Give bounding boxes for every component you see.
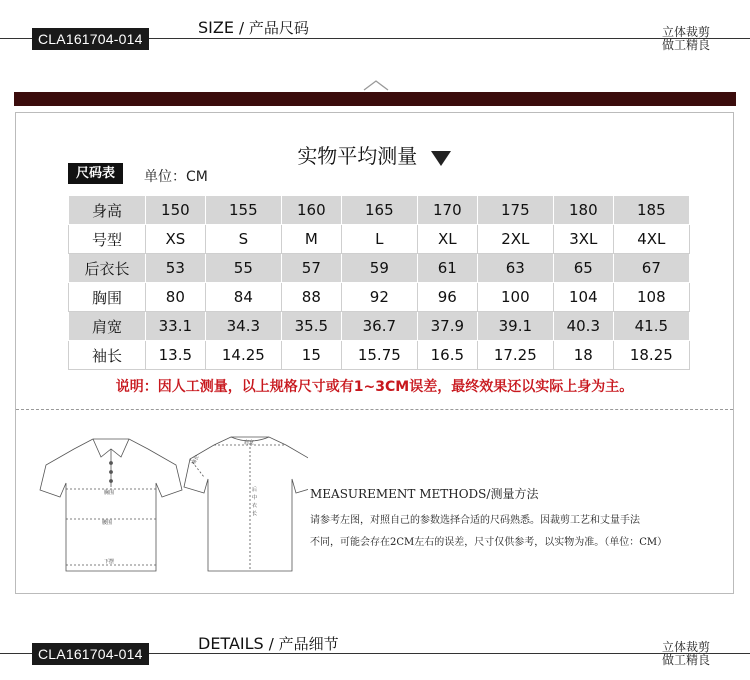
table-cell: M (281, 225, 341, 254)
table-row (69, 225, 690, 254)
table-cell: 40.3 (553, 312, 613, 341)
caret-up-icon (362, 78, 390, 92)
table-cell: 175 (477, 196, 553, 225)
header-title-en: SIZE (198, 18, 234, 37)
footer-product-code: CLA161704-014 (32, 643, 149, 665)
table-cell: 185 (613, 196, 689, 225)
table-cell: 165 (341, 196, 417, 225)
table-cell: 53 (146, 254, 206, 283)
size-panel (15, 112, 734, 594)
table-cell: 160 (281, 196, 341, 225)
table-row-header: 后衣长 (69, 254, 146, 283)
table-cell: 17.25 (477, 341, 553, 370)
label-waist: 腰围 (102, 520, 113, 526)
measurement-title: MEASUREMENT METHODS/测量方法 (310, 487, 539, 501)
footer-title-en: DETAILS (198, 634, 264, 653)
front-shirt-drawing (40, 439, 182, 571)
table-cell: 180 (553, 196, 613, 225)
table-row-header: 肩宽 (69, 312, 146, 341)
shirt-measurement-illustration (38, 435, 308, 575)
label-shoulder: 肩宽 (244, 440, 255, 446)
size-chart-tag: 尺码表 (68, 163, 123, 184)
header-tagline-line2: 做工精良 (661, 38, 710, 52)
table-cell: 155 (205, 196, 281, 225)
table-cell: 92 (341, 283, 417, 312)
table-cell: XS (146, 225, 206, 254)
table-cell: 59 (341, 254, 417, 283)
table-cell: 36.7 (341, 312, 417, 341)
table-row-header: 袖长 (69, 341, 146, 370)
footer-section-title (198, 633, 339, 654)
back-shirt-drawing (184, 437, 308, 571)
panel-title (16, 140, 733, 169)
footer-tagline-line1: 立体裁剪 (661, 640, 710, 654)
table-cell: S (205, 225, 281, 254)
header-section-title (198, 17, 309, 38)
table-row-header: 身高 (69, 196, 146, 225)
table-cell: 13.5 (146, 341, 206, 370)
table-cell: 18.25 (613, 341, 689, 370)
triangle-down-icon (430, 149, 452, 167)
table-cell: 65 (553, 254, 613, 283)
dashed-divider (16, 409, 733, 410)
table-cell: 100 (477, 283, 553, 312)
table-cell: 61 (417, 254, 477, 283)
table-cell: 170 (417, 196, 477, 225)
panel-title-text: 实物平均测量 (297, 144, 418, 168)
label-back-length-4: 长 (252, 511, 258, 517)
measurement-note: 说明：因人工测量，以上规格尺寸或有1~3CM误差，最终效果还以实际上身为主。 (115, 379, 634, 395)
table-cell: 80 (146, 283, 206, 312)
label-back-length-2: 中 (252, 495, 258, 501)
label-back-length-1: 后 (252, 487, 258, 493)
table-cell: 14.25 (205, 341, 281, 370)
table-cell: L (341, 225, 417, 254)
table-cell: 55 (205, 254, 281, 283)
table-row (69, 341, 690, 370)
table-cell: 150 (146, 196, 206, 225)
label-chest: 胸围 (104, 490, 115, 496)
table-cell: 15.75 (341, 341, 417, 370)
table-cell: 4XL (613, 225, 689, 254)
label-hem: 下摆 (104, 559, 115, 565)
table-cell: 84 (205, 283, 281, 312)
footer-title-cn: / 产品细节 (268, 635, 339, 653)
table-cell: 33.1 (146, 312, 206, 341)
header-tagline (640, 26, 710, 52)
label-sleeve: 袖长 (190, 454, 201, 466)
table-cell: 104 (553, 283, 613, 312)
header-title-cn: / 产品尺码 (239, 19, 309, 37)
table-row-header: 胸围 (69, 283, 146, 312)
table-cell: 57 (281, 254, 341, 283)
table-cell: 16.5 (417, 341, 477, 370)
table-cell: 41.5 (613, 312, 689, 341)
header-tagline-line1: 立体裁剪 (661, 25, 710, 39)
section-divider-bar (14, 92, 736, 106)
table-cell: XL (417, 225, 477, 254)
measurement-line-1: 请参考左图，对照自己的参数选择合适的尺码熟悉。因裁剪工艺和丈量手法 (310, 515, 640, 526)
table-row-header: 号型 (69, 225, 146, 254)
table-cell: 88 (281, 283, 341, 312)
table-cell: 34.3 (205, 312, 281, 341)
table-cell: 35.5 (281, 312, 341, 341)
unit-label: 单位：CM (144, 169, 208, 185)
size-table (68, 195, 690, 370)
label-back-length-3: 衣 (252, 503, 258, 509)
table-cell: 18 (553, 341, 613, 370)
footer-tagline (640, 641, 710, 667)
footer-tagline-line2: 做工精良 (661, 653, 710, 667)
table-row (69, 196, 690, 225)
table-cell: 2XL (477, 225, 553, 254)
table-cell: 63 (477, 254, 553, 283)
table-cell: 96 (417, 283, 477, 312)
measurement-line-2: 不同，可能会存在2CM左右的误差，尺寸仅供参考，以实物为准。（单位：CM） (310, 537, 668, 548)
table-cell: 37.9 (417, 312, 477, 341)
table-row (69, 283, 690, 312)
header-product-code: CLA161704-014 (32, 28, 149, 50)
table-cell: 108 (613, 283, 689, 312)
table-cell: 15 (281, 341, 341, 370)
table-row (69, 254, 690, 283)
table-row (69, 312, 690, 341)
table-cell: 39.1 (477, 312, 553, 341)
table-cell: 3XL (553, 225, 613, 254)
table-cell: 67 (613, 254, 689, 283)
